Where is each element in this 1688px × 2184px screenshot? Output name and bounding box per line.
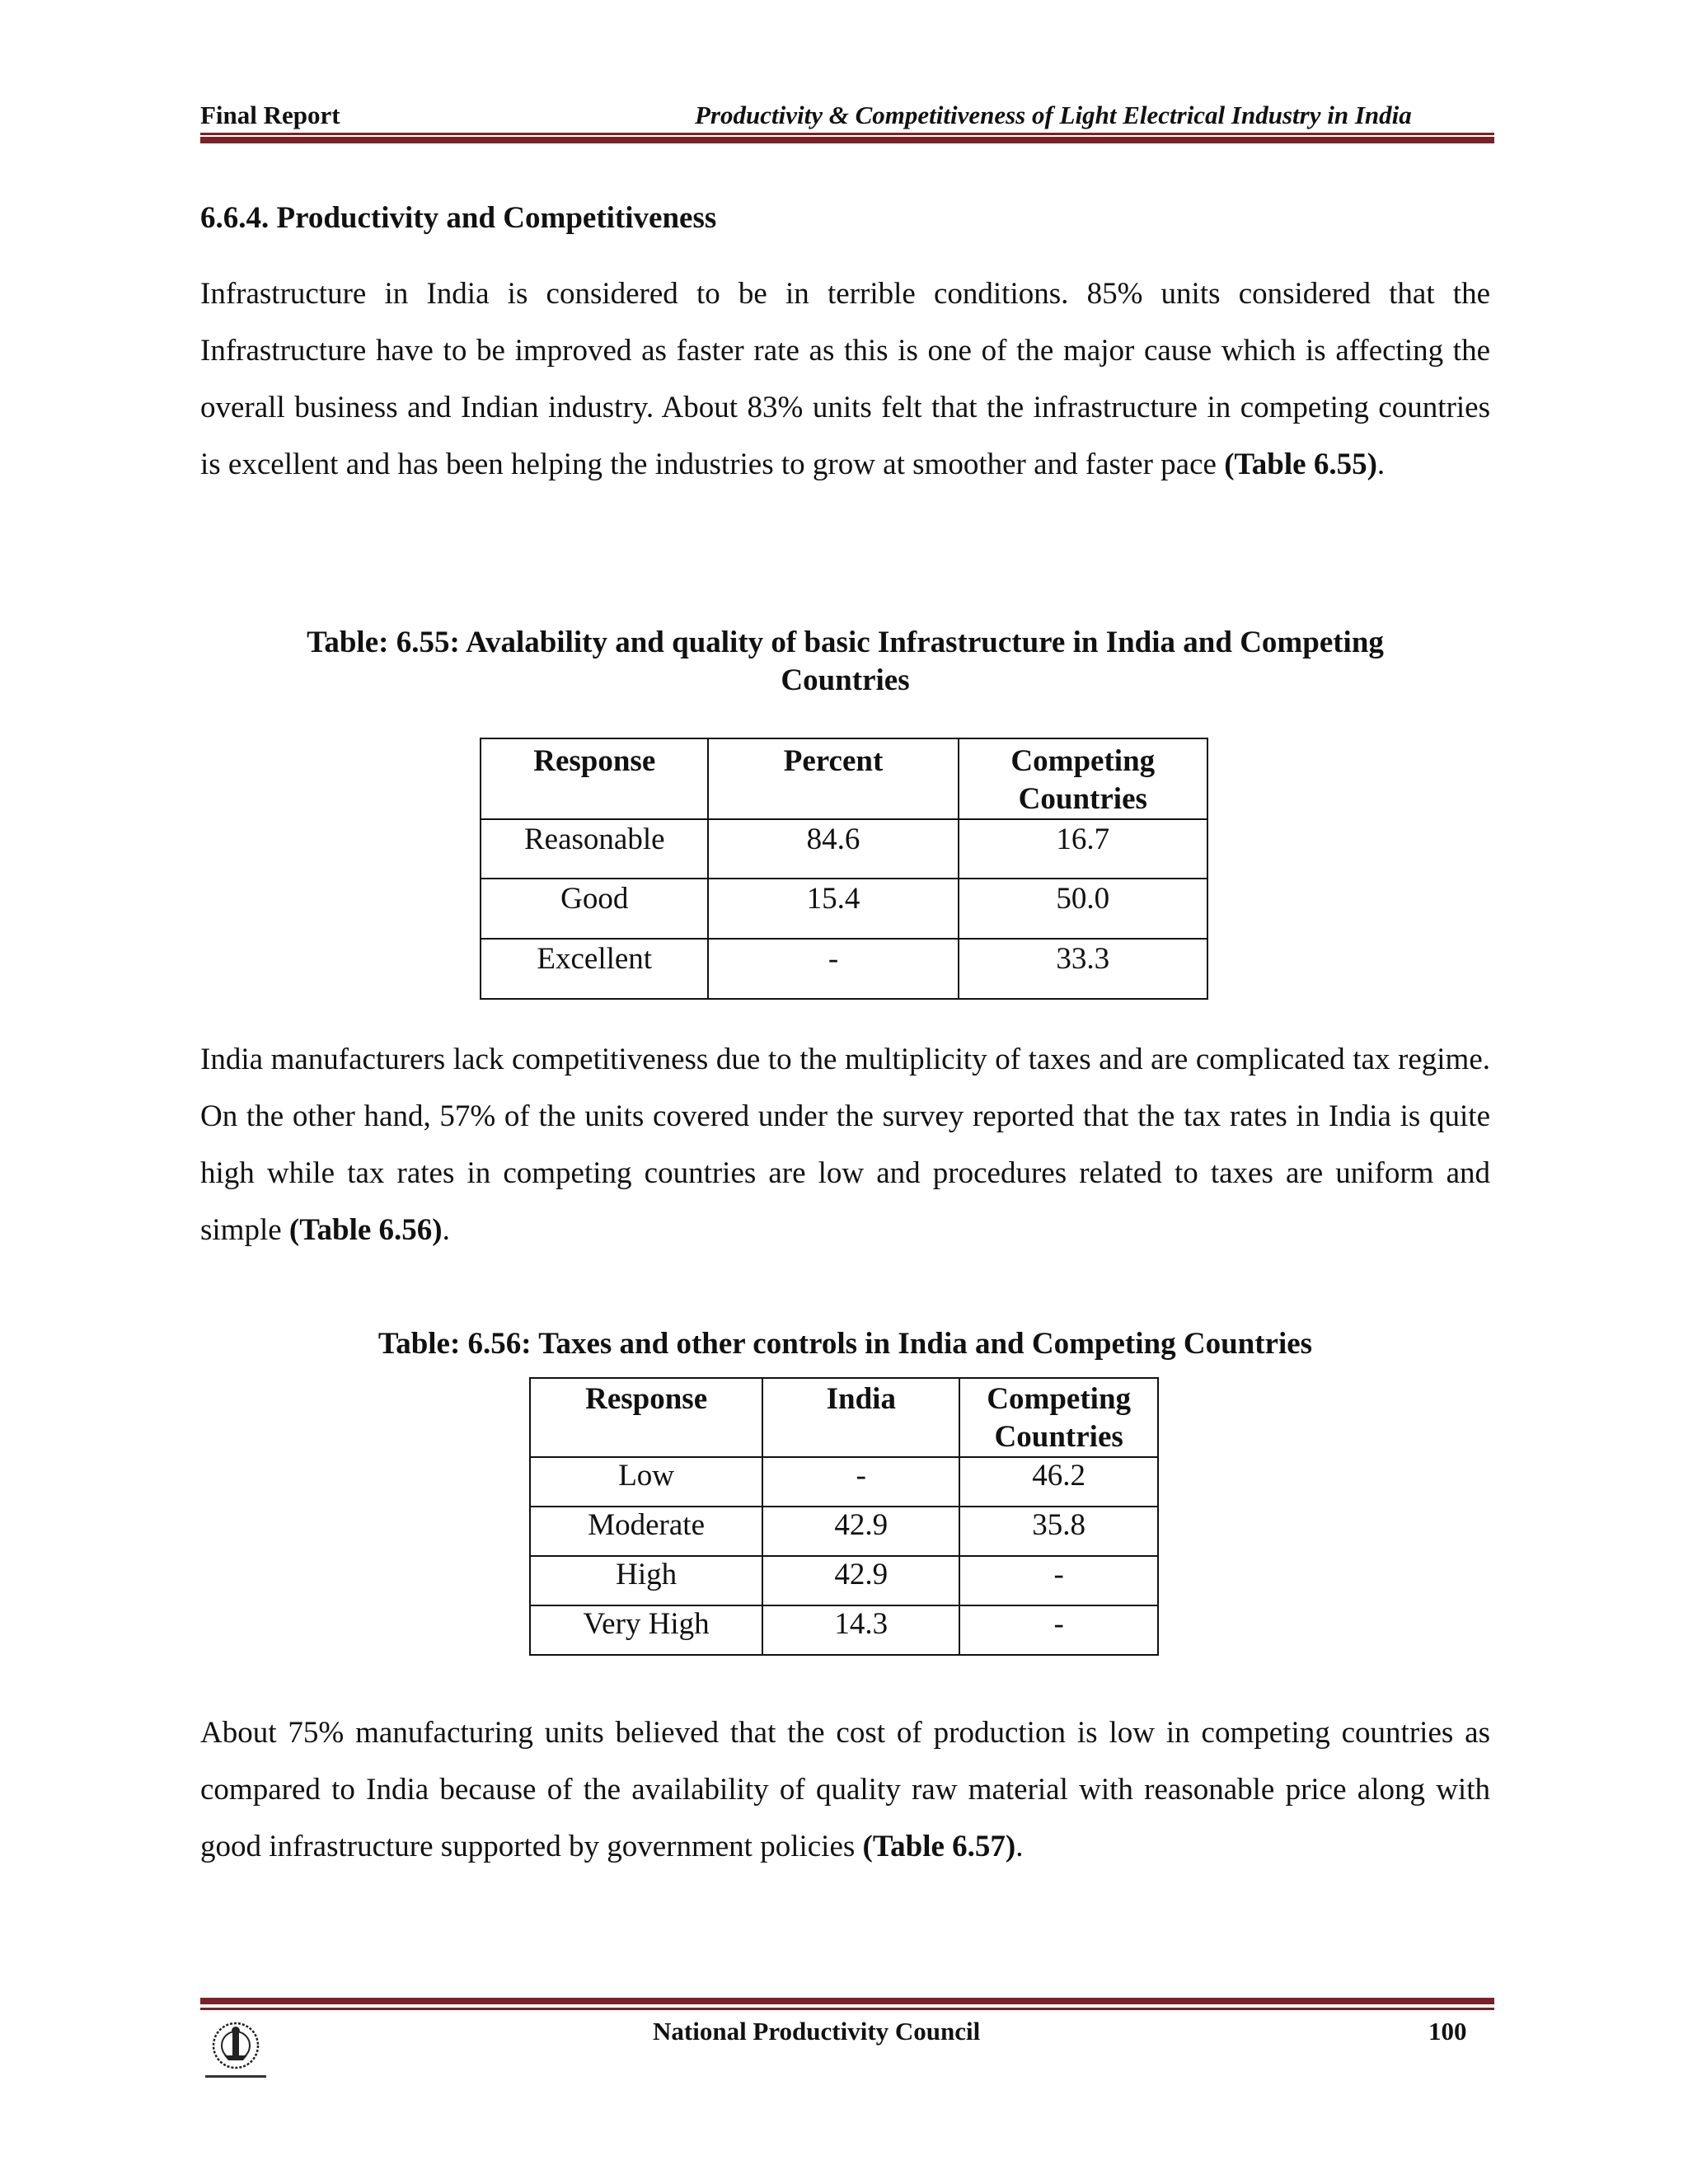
table-cell: Good (481, 879, 708, 939)
npc-emblem-icon (195, 2018, 276, 2083)
table-cell: 33.3 (959, 939, 1207, 999)
table-row (530, 1556, 1158, 1605)
footer-rule-thin (200, 2008, 1494, 2010)
paragraph-3-text: About 75% manufacturing units believed that the cost of production is low in competing countries as compared to India because of the availability of quality raw material with reasonable price along with good infrastructure supported by government policies (200, 1716, 1490, 1863)
paragraph-cost-of-production (200, 1704, 1490, 1875)
header-left-title: Final Report (200, 101, 340, 129)
table-cell: - (959, 1556, 1158, 1605)
header-rule-thin (200, 133, 1494, 135)
section-title: 6.6.4. Productivity and Competitiveness (200, 201, 717, 235)
paragraph-3-period: . (1015, 1830, 1024, 1863)
header-right-title: Productivity & Competitiveness of Light Electrical Industry in India (695, 101, 1412, 129)
table-6-55-header-row (481, 738, 1207, 819)
table-cell: 46.2 (959, 1457, 1158, 1507)
table-cell: Reasonable (481, 819, 708, 879)
table-6-55 (480, 738, 1208, 1000)
table-cell: - (959, 1605, 1158, 1655)
table-cell: 14.3 (762, 1605, 959, 1655)
table-6-55-caption (200, 624, 1490, 700)
header-rule-thick (200, 137, 1494, 143)
table-cell: - (708, 939, 958, 999)
table-cell: 35.8 (959, 1507, 1158, 1556)
table-row (481, 879, 1207, 939)
table-6-55-header-response: Response (481, 738, 708, 819)
table-row (530, 1507, 1158, 1556)
page-number: 100 (1428, 2017, 1467, 2046)
table-6-55-header-percent: Percent (708, 738, 958, 819)
table-row (530, 1605, 1158, 1655)
paragraph-2-period: . (442, 1213, 450, 1247)
paragraph-infrastructure (200, 265, 1490, 493)
paragraph-3-table-ref: (Table 6.57) (862, 1830, 1016, 1863)
footer-organization: National Productivity Council (653, 2017, 981, 2046)
table-6-56-header-row (530, 1378, 1158, 1457)
table-row (530, 1457, 1158, 1507)
table-cell: 42.9 (762, 1507, 959, 1556)
paragraph-1-text: Infrastructure in India is considered to be in terrible conditions. 85% units considered that the Infrastructure have to be improved as faster rate as this is one of the major cause which is affecting the overall business and Indian industry. About 83% units felt that the infrastructure in competing countries is excellent and has been helping the industries to grow at smoother and faster pace (200, 277, 1490, 481)
table-6-55-caption-line2: Countries (781, 663, 910, 697)
paragraph-1-table-ref: (Table 6.55) (1224, 448, 1377, 481)
table-cell: Excellent (481, 939, 708, 999)
footer-rule-thick (200, 1998, 1494, 2004)
paragraph-taxes (200, 1031, 1490, 1258)
table-cell: Very High (530, 1605, 762, 1655)
table-row (481, 819, 1207, 879)
paragraph-2-text: India manufacturers lack competitiveness due to the multiplicity of taxes and are complicated tax regime. On the other hand, 57% of the units covered under the survey reported that the tax rates in India is quite high while tax rates in competing countries are low and procedures related to taxes are uniform and simple (200, 1043, 1490, 1247)
table-6-55-header-competing: Competing Countries (959, 738, 1207, 819)
table-cell: - (762, 1457, 959, 1507)
table-cell: 42.9 (762, 1556, 959, 1605)
table-cell: Moderate (530, 1507, 762, 1556)
table-cell: 15.4 (708, 879, 958, 939)
paragraph-1-period: . (1376, 448, 1386, 481)
table-6-56-caption: Table: 6.56: Taxes and other controls in India and Competing Countries (377, 1327, 1313, 1361)
table-row (481, 939, 1207, 999)
table-cell: Low (530, 1457, 762, 1507)
table-6-56 (529, 1377, 1159, 1656)
table-cell: 50.0 (959, 879, 1207, 939)
paragraph-2-table-ref: (Table 6.56) (288, 1213, 443, 1247)
table-cell: High (530, 1556, 762, 1605)
table-6-56-header-competing: Competing Countries (959, 1378, 1158, 1457)
table-6-55-caption-line1: Table: 6.55: Avalability and quality of basic Infrastructure in India and Competing (307, 626, 1384, 659)
table-6-56-header-response: Response (530, 1378, 762, 1457)
table-6-56-header-india: India (762, 1378, 959, 1457)
table-cell: 84.6 (708, 819, 958, 879)
table-cell: 16.7 (959, 819, 1207, 879)
